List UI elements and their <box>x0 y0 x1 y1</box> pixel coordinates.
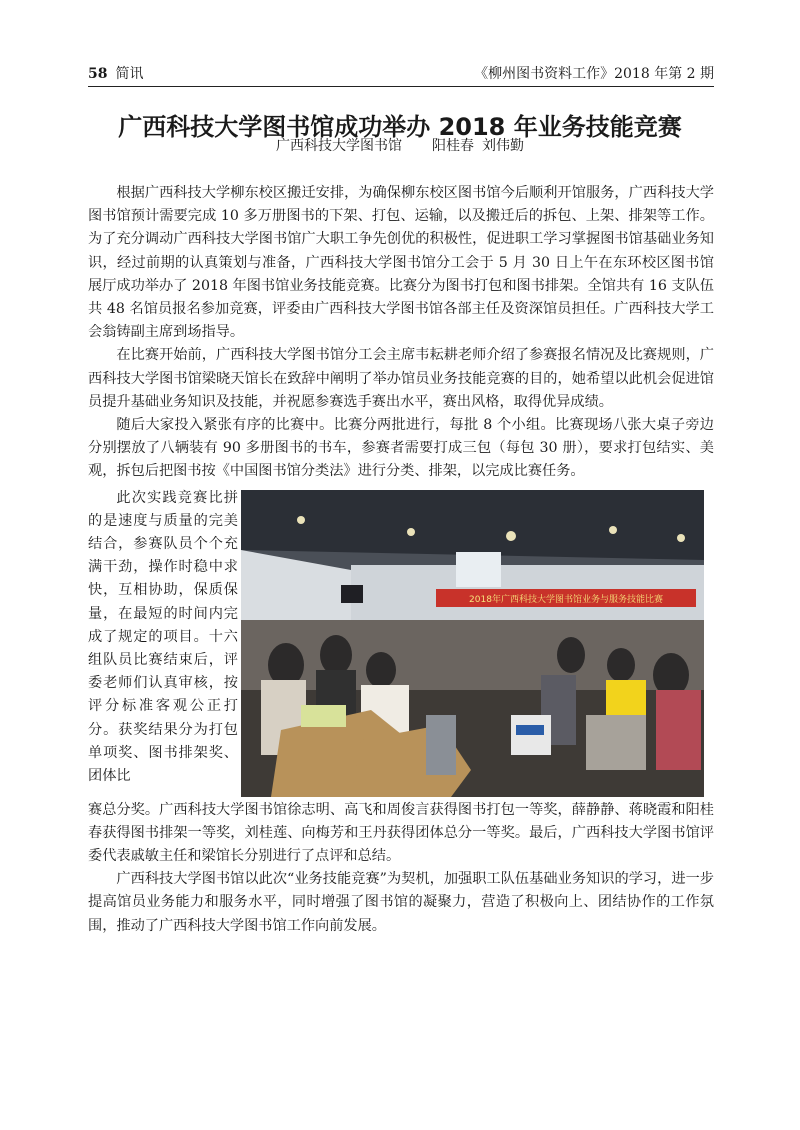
byline <box>60 136 740 156</box>
author-name: 刘伟勤 <box>482 138 524 154</box>
journal-name: 《柳州图书资料工作》2018 年第 2 期 <box>474 66 714 82</box>
running-header <box>88 64 714 84</box>
section-label: 简讯 <box>115 66 144 82</box>
author-organization: 广西科技大学图书馆 <box>276 138 402 154</box>
paragraph: 根据广西科技大学柳东校区搬迁安排，为确保柳东校区图书馆今后顺利开馆服务，广西科技大学图书馆预计需要完成 10 多万册图书的下架、打包、运输，以及搬迁后的拆包、上架、排架等工作。为了充分调动广西科技大学图书馆广大职工争先创优的积极性，促进职工学习掌握图书馆基础业务知识，经过前期的认真策划与准备，广西科技大学图书馆分工会于 5 月 30 日上午在东环校区图书馆展厅成功举办了 2018 年图书馆业务技能竞赛。比赛分为图书打包和图书排架。全馆共有 16 支队伍共 48 名馆员报名参加竞赛，评委由广西科技大学图书馆各部主任及资深馆员担任。广西科技大学工会翁铸副主席到场指导。 <box>88 185 714 341</box>
article-body <box>88 182 714 938</box>
paragraph: 广西科技大学图书馆以此次“业务技能竞赛”为契机，加强职工队伍基础业务知识的学习，进一步提高馆员业务能力和服务水平，同时增强了图书馆的凝聚力，营造了积极向上、团结协作的工作氛围，推动了广西科技大学图书馆工作向前发展。 <box>88 871 714 934</box>
paragraph: 随后大家投入紧张有序的比赛中。比赛分两批进行，每批 8 个小组。比赛现场八张大桌子旁边分别摆放了八辆装有 90 多册图书的书车，参赛者需要打成三包（每包 30 册），要求打包结实、美观，拆包后把图书按《中国图书馆分类法》进行分类、排架，以完成比赛任务。 <box>88 417 714 480</box>
competition-photo <box>241 490 704 797</box>
banner-text: 2018年广西科技大学图书馆业务与服务技能比赛 <box>469 594 663 605</box>
header-rule <box>88 86 714 87</box>
article-title: 广西科技大学图书馆成功举办 2018 年业务技能竞赛 <box>118 113 682 142</box>
text-with-photo <box>88 487 714 799</box>
paragraph: 在比赛开始前，广西科技大学图书馆分工会主席韦耘耕老师介绍了参赛报名情况及比赛规则，广西科技大学图书馆梁晓天馆长在致辞中阐明了举办馆员业务技能竞赛的目的，她希望以此机会促进馆员提升基础业务知识及技能，并祝愿参赛选手赛出水平，赛出风格，取得优异成绩。 <box>88 347 714 410</box>
page-number: 58 <box>88 66 108 82</box>
paragraph: 此次实践竞赛比拼的是速度与质量的完美结合，参赛队员个个充满干劲，操作时稳中求快，互相协助，保质保量，在最短的时间内完成了规定的项目。十六组队员比赛结束后，评委老师们认真审核，按评分标准客观公正打分。获奖结果分为打包单项奖、图书排架奖、团体比 <box>88 489 238 785</box>
author-name: 阳桂春 <box>432 138 474 154</box>
paragraph: 赛总分奖。广西科技大学图书馆徐志明、高飞和周俊言获得图书打包一等奖，薛静静、蒋晓霞和阳桂春获得图书排架一等奖，刘桂莲、向梅芳和王丹获得团体总分一等奖。最后，广西科技大学图书馆评委代表戚敏主任和梁馆长分别进行了点评和总结。 <box>88 801 714 865</box>
header-left <box>88 64 143 84</box>
